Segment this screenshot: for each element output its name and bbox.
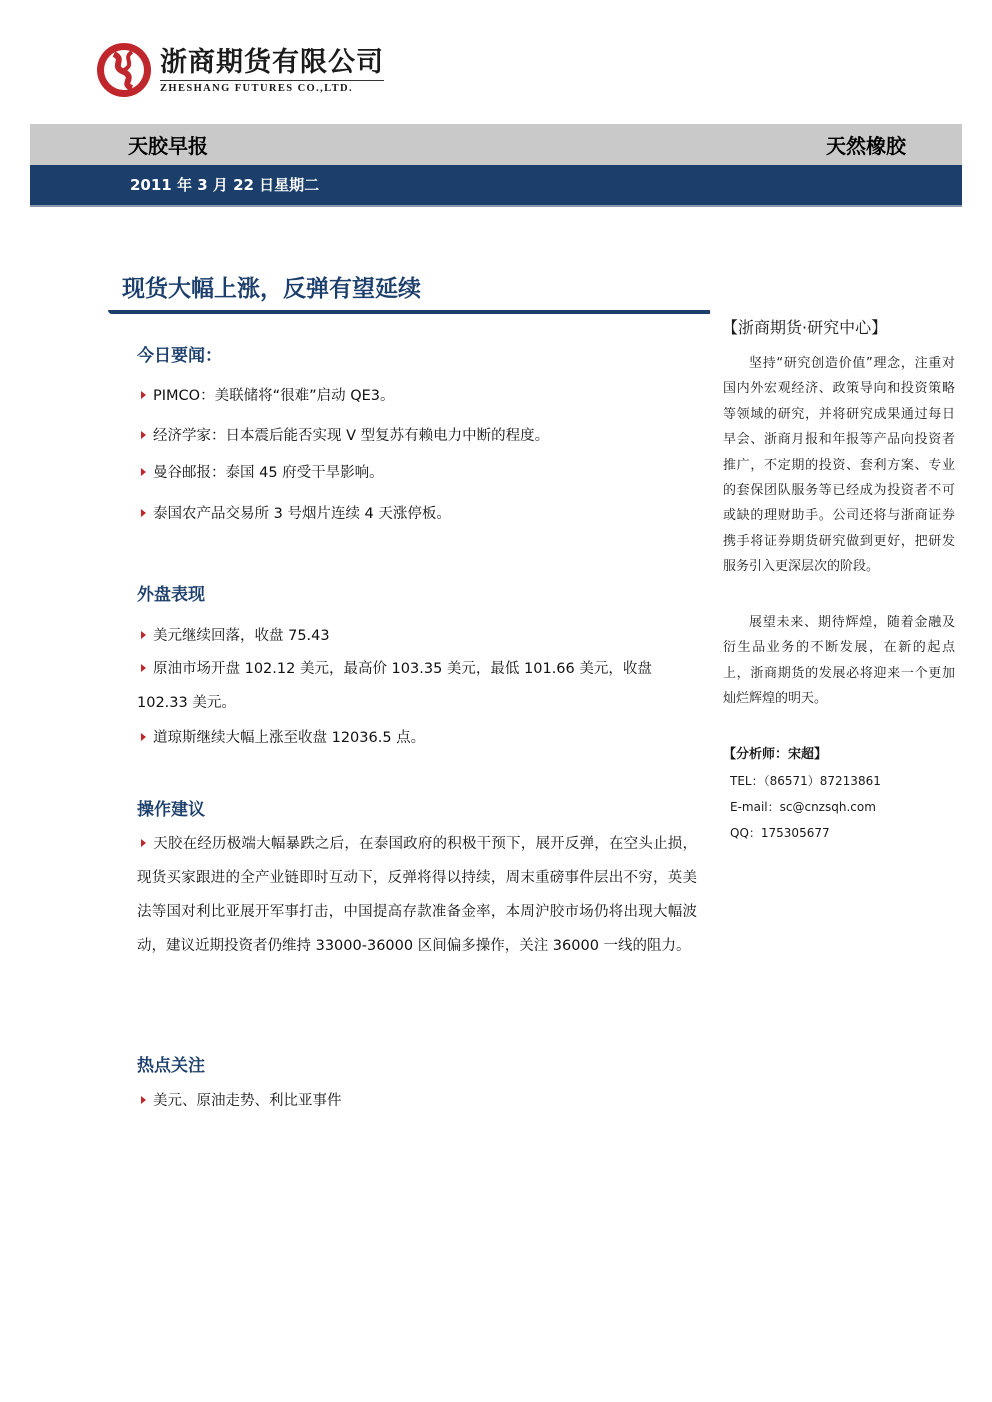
company-name-en: ZHESHANG FUTURES CO.,LTD.: [160, 80, 384, 94]
company-logo: [96, 42, 384, 98]
company-emblem-icon: [96, 42, 152, 98]
report-date: 2011 年 3 月 22 日星期二: [130, 176, 320, 194]
analyst-name: 【分析师：宋超】: [723, 747, 828, 762]
bullet-arrow-icon: [141, 509, 146, 517]
report-category: 天然橡胶: [826, 134, 906, 158]
list-item: 道琼斯继续大幅上涨至收盘 12036.5 点。: [137, 721, 697, 755]
report-type: 天胶早报: [128, 134, 208, 158]
analyst-qq: QQ：175305677: [730, 826, 830, 840]
bullet-arrow-icon: [141, 733, 146, 741]
company-name-cn: 浙商期货有限公司: [160, 46, 384, 78]
list-item: 曼谷邮报：泰国 45 府受干旱影响。: [137, 456, 697, 490]
list-item: PIMCO：美联储将“很难”启动 QE3。: [137, 379, 697, 413]
analyst-email: E-mail：sc@cnzsqh.com: [730, 800, 876, 814]
headline: 现货大幅上涨，反弹有望延续: [122, 276, 421, 302]
bullet-arrow-icon: [141, 431, 146, 439]
headline-underline: [108, 310, 710, 314]
list-item: 美元、原油走势、利比亚事件: [137, 1084, 697, 1118]
bullet-arrow-icon: [141, 468, 146, 476]
bullet-arrow-icon: [141, 631, 146, 639]
sidebar-paragraph-2: 展望未来、期待辉煌，随着金融及衍生品业务的不断发展，在新的起点上，浙商期货的发展必将迎来一个更加灿烂辉煌的明天。: [723, 615, 955, 707]
section-title-advice: 操作建议: [137, 800, 205, 820]
sidebar-title: 【浙商期货·研究中心】: [722, 318, 888, 337]
header-divider: [30, 205, 962, 207]
report-header-bar: [30, 124, 962, 165]
list-item: 泰国农产品交易所 3 号烟片连续 4 天涨停板。: [137, 497, 697, 531]
sidebar-paragraph-1: 坚持“研究创造价值”理念，注重对国内外宏观经济、政策导向和投资策略等领域的研究，并将研究成果通过每日早会、浙商月报和年报等产品向投资者推广，不定期的投资、套利方案、专业的套保团队服务等已经成为投资者不可或缺的理财助手。公司还将与浙商证券携手将证券期货研究做到更好，把研发服务引入更深层次的阶段。: [723, 356, 955, 575]
bullet-arrow-icon: [141, 391, 146, 399]
bullet-arrow-icon: [141, 1096, 146, 1104]
bullet-arrow-icon: [141, 664, 146, 672]
section-title-news: 今日要闻：: [137, 346, 222, 366]
bullet-arrow-icon: [141, 839, 146, 847]
list-item: 原油市场开盘 102.12 美元，最高价 103.35 美元，最低 101.66 美元，收盘 102.33 美元。: [137, 661, 652, 711]
advice-paragraph: 天胶在经历极端大幅暴跌之后，在泰国政府的积极干预下，展开反弹，在空头止损，现货买家跟进的全产业链即时互动下，反弹将得以持续，周末重磅事件层出不穷，英美法等国对利比亚展开军事打击，中国提高存款准备金率，本周沪胶市场仍将出现大幅波动，建议近期投资者仍维持 33000-36000 区间偏多操作，关注 36000 一线的阻力。: [137, 836, 697, 954]
section-title-hotspot: 热点关注: [137, 1056, 205, 1076]
analyst-tel: TEL：（86571）87213861: [730, 774, 881, 788]
section-title-external: 外盘表现: [137, 585, 205, 605]
date-bar: [30, 165, 962, 205]
list-item: 美元继续回落，收盘 75.43: [137, 619, 697, 653]
list-item: 经济学家：日本震后能否实现 V 型复苏有赖电力中断的程度。: [137, 419, 697, 453]
